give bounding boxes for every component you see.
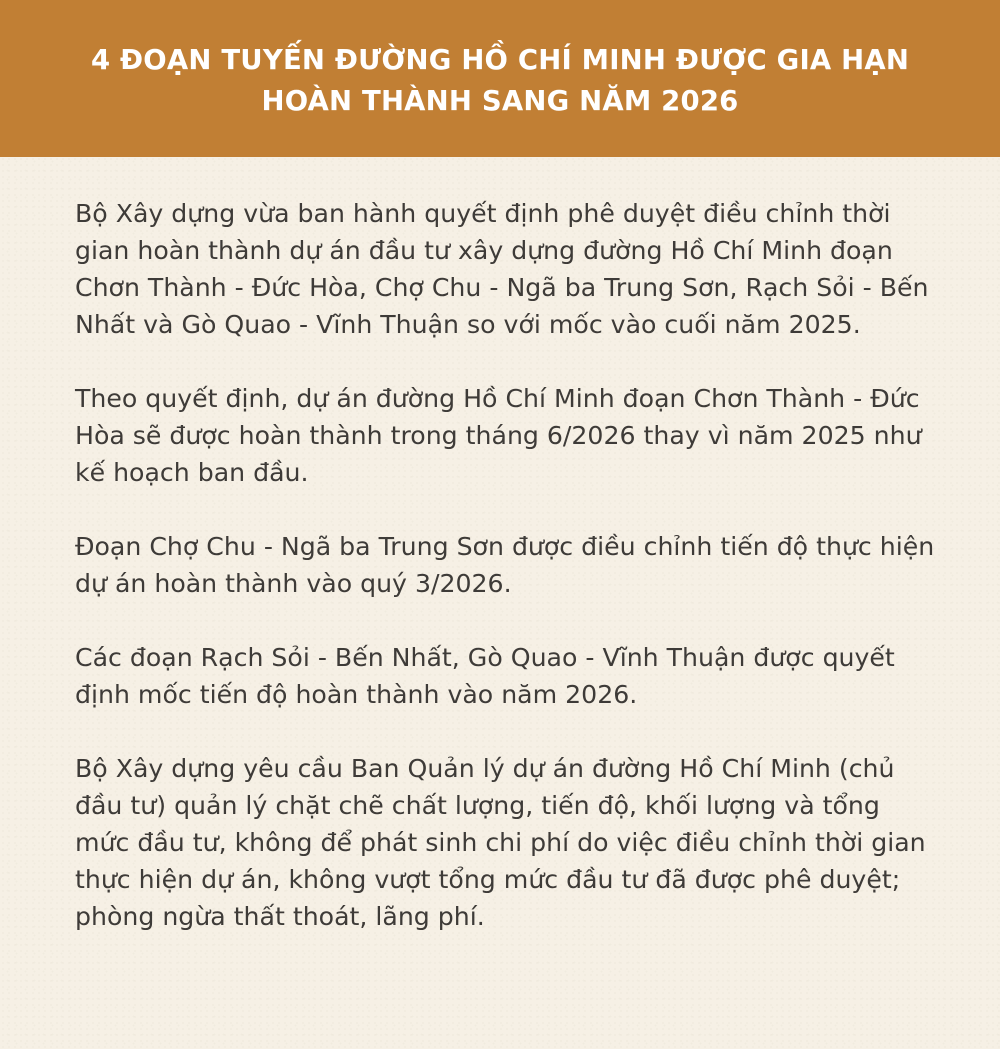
article-body — [75, 195, 935, 972]
paragraph-2: Theo quyết định, dự án đường Hồ Chí Minh đoạn Chơn Thành - Đức Hòa sẽ được hoàn thành trong tháng 6/2026 thay vì năm 2025 như kế hoạch ban đầu. — [75, 384, 922, 487]
paragraph-3: Đoạn Chợ Chu - Ngã ba Trung Sơn được điều chỉnh tiến độ thực hiện dự án hoàn thành vào quý 3/2026. — [75, 532, 935, 598]
title-line-1: 4 ĐOẠN TUYẾN ĐƯỜNG HỒ CHÍ MINH ĐƯỢC GIA HẠN — [90, 44, 910, 76]
page-title — [40, 40, 960, 122]
title-line-2: HOÀN THÀNH SANG NĂM 2026 — [261, 85, 739, 117]
header-banner — [0, 0, 1000, 157]
paragraph-1: Bộ Xây dựng vừa ban hành quyết định phê duyệt điều chỉnh thời gian hoàn thành dự án đầu tư xây dựng đường Hồ Chí Minh đoạn Chơn Thành - Đức Hòa, Chợ Chu - Ngã ba Trung Sơn, Rạch Sỏi - Bến Nhất và Gò Quao - Vĩnh Thuận so với mốc vào cuối năm 2025. — [75, 199, 929, 339]
paragraph-4: Các đoạn Rạch Sỏi - Bến Nhất, Gò Quao - Vĩnh Thuận được quyết định mốc tiến độ hoàn thành vào năm 2026. — [75, 643, 895, 709]
paragraph-5: Bộ Xây dựng yêu cầu Ban Quản lý dự án đường Hồ Chí Minh (chủ đầu tư) quản lý chặt chẽ chất lượng, tiến độ, khối lượng và tổng mức đầu tư, không để phát sinh chi phí do việc điều chỉnh thời gian thực hiện dự án, không vượt tổng mức đầu tư đã được phê duyệt; phòng ngừa thất thoát, lãng phí. — [75, 754, 926, 931]
